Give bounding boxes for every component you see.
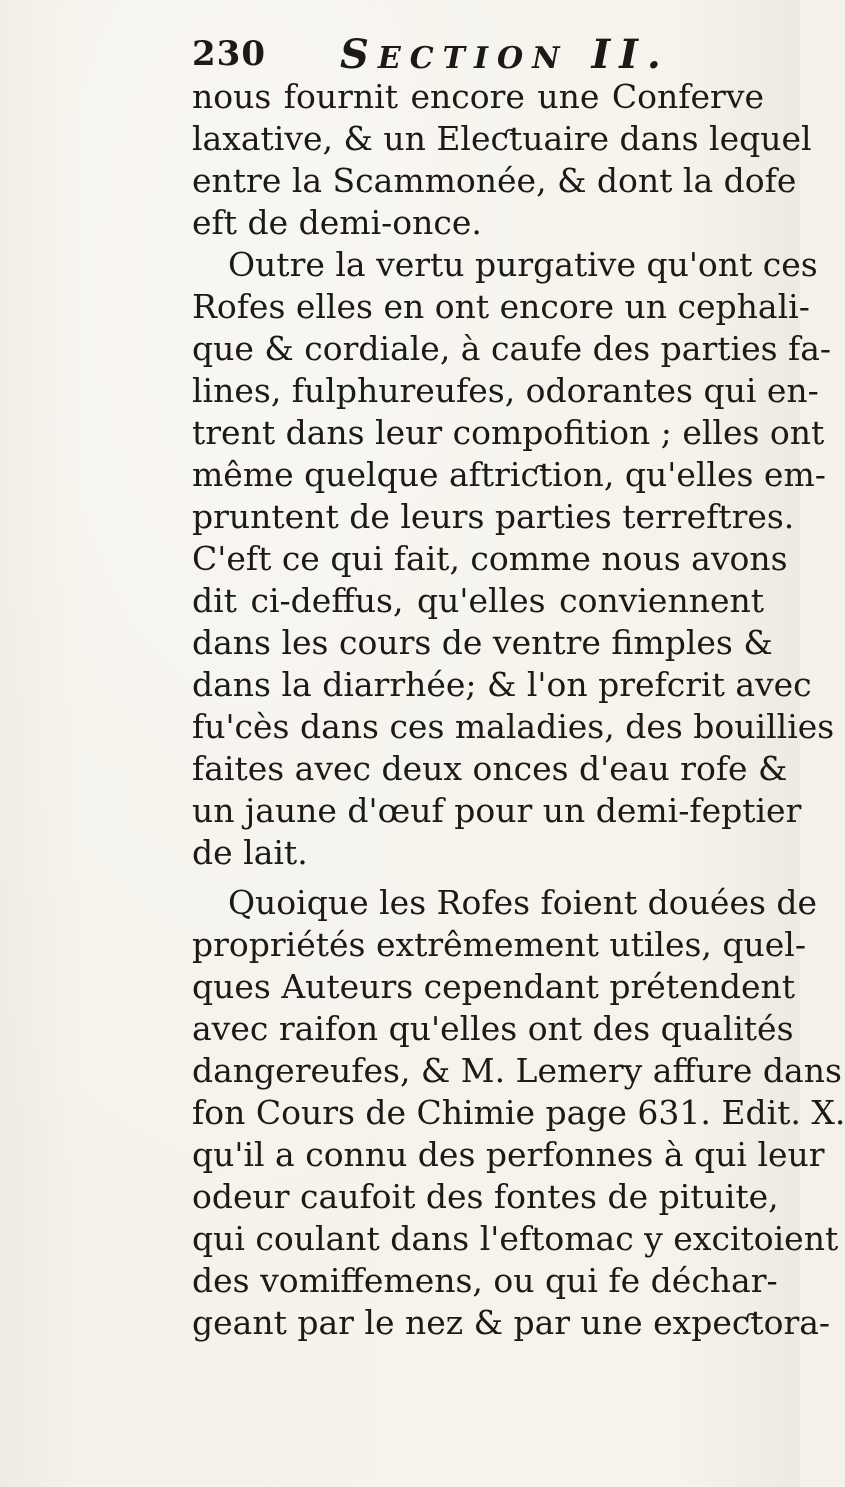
text-line: nous fournit encore une Conferve <box>192 77 764 116</box>
text-line: des vomiffemens, ou qui fe déchar- <box>192 1261 778 1300</box>
text-line: Rofes elles en ont encore un cephali- <box>192 287 810 326</box>
running-head-initial: S <box>340 31 378 78</box>
text-line: entre la Scammonée, & dont la dofe <box>192 161 797 200</box>
text-line: dangereufes, & M. Lemery affure dans <box>192 1051 842 1090</box>
text-line: qu'il a connu des perfonnes à qui leur <box>192 1135 825 1174</box>
paragraph-1 <box>192 76 812 244</box>
running-head-word: ECTION <box>377 41 569 76</box>
text-line: geant par le nez & par une expeƈtora- <box>192 1303 831 1342</box>
text-line: qui coulant dans l'eftomac y excitoient <box>192 1219 839 1258</box>
text-line: laxative, & un Eleƈtuaire dans lequel <box>192 119 812 158</box>
text-line: Outre la vertu purgative qu'ont ces <box>228 245 818 284</box>
running-head <box>340 31 670 78</box>
text-line: eft de demi-once. <box>192 203 482 242</box>
text-line: dans les cours de ventre fimples & <box>192 623 773 662</box>
text-line: C'eft ce qui fait, comme nous avons <box>192 539 788 578</box>
paragraph-3 <box>192 882 845 1344</box>
text-line: dit ci-deffus, qu'elles conviennent <box>192 581 764 620</box>
text-line: pruntent de leurs parties terreftres. <box>192 497 795 536</box>
text-line: trent dans leur compofition ; elles ont <box>192 413 825 452</box>
text-line: fu'cès dans ces maladies, des bouillies <box>192 707 835 746</box>
text-line: lines, fulphureufes, odorantes qui en- <box>192 371 819 410</box>
text-line: de lait. <box>192 833 308 872</box>
paragraph-spacer <box>192 874 764 882</box>
paragraph-2 <box>192 244 835 874</box>
body-text <box>192 76 845 1344</box>
text-line: un jaune d'œuf pour un demi-feptier <box>192 791 802 830</box>
text-line: dans la diarrhée; & l'on prefcrit avec <box>192 665 812 704</box>
text-line: avec raifon qu'elles ont des qualités <box>192 1009 794 1048</box>
text-line: fon Cours de Chimie page 631. Edit. X. <box>192 1093 845 1132</box>
text-line: faites avec deux onces d'eau rofe & <box>192 749 788 788</box>
text-line: que & cordiale, à caufe des parties fa- <box>192 329 832 368</box>
text-line: propriétés extrêmement utiles, quel- <box>192 925 806 964</box>
page-number: 230 <box>192 34 266 74</box>
text-line: ques Auteurs cependant prétendent <box>192 967 796 1006</box>
text-line: odeur caufoit des fontes de pituite, <box>192 1177 779 1216</box>
text-line: Quoique les Rofes foient douées de <box>228 883 818 922</box>
text-line: même quelque aftriƈtion, qu'elles em- <box>192 455 826 494</box>
running-head-roman: II. <box>591 31 670 78</box>
